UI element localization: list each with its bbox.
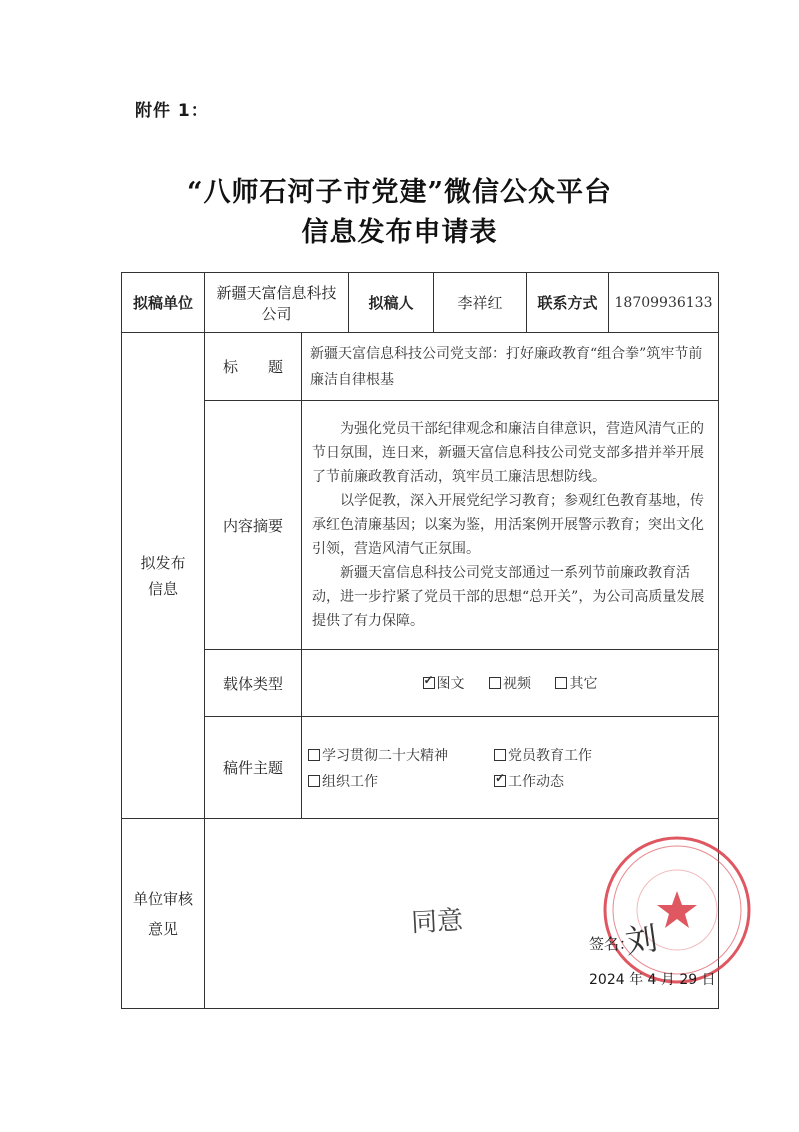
review-row <box>122 819 719 1009</box>
topic-label: 稿件主题 <box>205 717 302 819</box>
checkbox-icon[interactable] <box>489 677 501 689</box>
signature-label: 签名： <box>589 935 635 953</box>
summary-paragraph: 为强化党员干部纪律观念和廉洁自律意识，营造风清气正的节日氛围，连日来，新疆天富信息科技公司党支部多措并举开展了节前廉政教育活动，筑牢员工廉洁思想防线。 <box>312 421 704 485</box>
summary-label: 内容摘要 <box>205 401 302 650</box>
summary-paragraph: 新疆天富信息科技公司党支部通过一系列节前廉政教育活动，进一步拧紧了党员干部的思想“总开关”，为公司高质量发展提供了有力保障。 <box>312 565 705 629</box>
review-label <box>122 819 205 1009</box>
topic-option-work-news[interactable]: ✓ 工作动态 <box>494 771 654 791</box>
checked-checkbox-icon[interactable] <box>423 677 435 689</box>
topic-options <box>302 717 719 819</box>
topic-option-organization[interactable]: 组织工作 <box>308 771 488 791</box>
publish-info-label <box>122 333 205 819</box>
header-row <box>122 273 719 333</box>
review-label-text: 单位审核意见 <box>132 889 193 938</box>
topic-option-study[interactable]: 学习贯彻二十大精神 <box>308 745 488 765</box>
title-value: 新疆天富信息科技公司党支部：打好廉政教育“组合拳”筑牢节前廉洁自律根基 <box>302 333 719 401</box>
carrier-label: 载体类型 <box>205 650 302 717</box>
contact-label: 联系方式 <box>527 273 609 333</box>
author-value: 李祥红 <box>434 273 527 333</box>
review-opinion: 同意 <box>410 905 464 939</box>
signature-mark: 刘 <box>622 918 660 962</box>
topic-option-party-education[interactable]: 党员教育工作 <box>494 745 654 765</box>
carrier-row <box>122 650 719 717</box>
title-label: 标 题 <box>205 333 302 401</box>
checked-checkbox-icon[interactable] <box>494 775 506 787</box>
summary-paragraph: 以学促教，深入开展党纪学习教育；参观红色教育基地，传承红色清廉基因；以案为鉴，用活案例开展警示教育；突出文化引领，营造风清气正氛围。 <box>312 493 704 557</box>
carrier-option-graphic[interactable]: ✓ 图文 <box>423 673 465 693</box>
contact-value: 18709936133 <box>609 273 719 333</box>
publish-info-text: 拟发布信息 <box>140 553 186 598</box>
summary-content <box>302 401 719 650</box>
carrier-options <box>302 650 719 717</box>
application-form <box>121 272 719 1009</box>
topic-row <box>122 717 719 819</box>
review-cell <box>205 819 719 1009</box>
review-date: 2024 年 4 月 29 日 <box>589 972 716 988</box>
page-title: “八师石河子市党建”微信公众平台 <box>186 177 613 208</box>
checkbox-icon[interactable] <box>308 775 320 787</box>
unit-label: 拟稿单位 <box>122 273 205 333</box>
carrier-option-other[interactable]: 其它 <box>555 673 597 693</box>
unit-value: 新疆天富信息科技公司 <box>205 273 349 333</box>
summary-row <box>122 401 719 650</box>
checkbox-icon[interactable] <box>555 677 567 689</box>
author-label: 拟稿人 <box>349 273 434 333</box>
attachment-label: 附件 1： <box>135 101 209 121</box>
official-stamp-icon <box>600 833 755 988</box>
carrier-option-video[interactable]: 视频 <box>489 673 531 693</box>
title-row <box>122 333 719 401</box>
checkbox-icon[interactable] <box>494 749 506 761</box>
page-subtitle: 信息发布申请表 <box>301 217 498 248</box>
checkbox-icon[interactable] <box>308 749 320 761</box>
